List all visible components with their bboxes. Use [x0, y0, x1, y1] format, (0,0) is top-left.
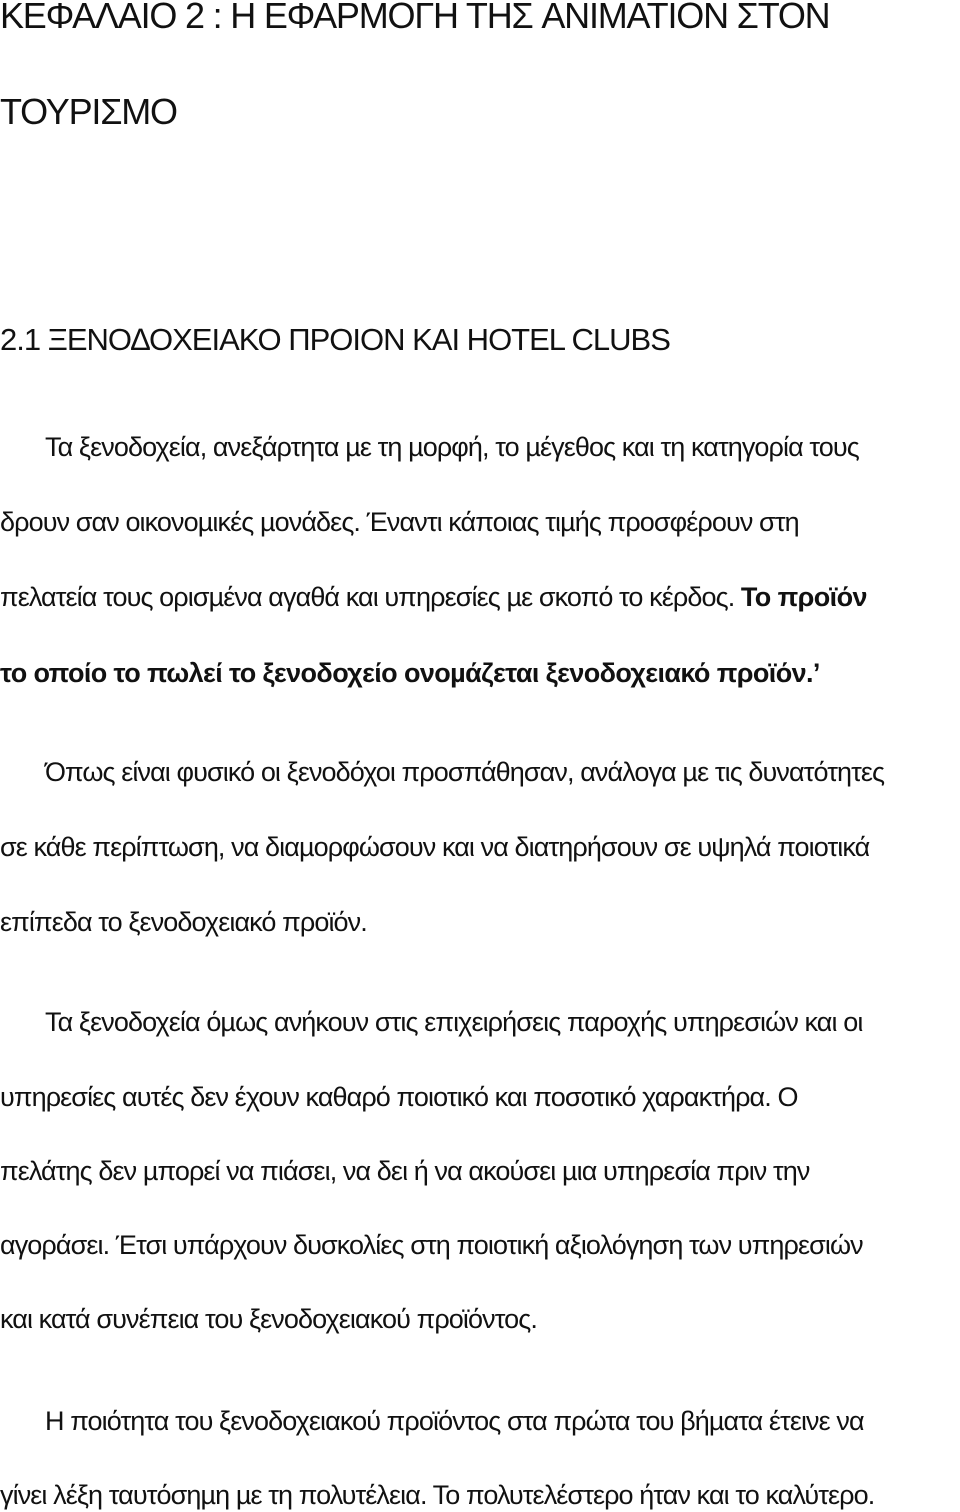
- paragraph-1-line-4: [0, 656, 820, 690]
- paragraph-1-line-3-text: πελατεία τους ορισµένα αγαθά και υπηρεσίες µε σκοπό το κέρδος.: [0, 582, 741, 612]
- paragraph-1-line-2: δρουν σαν οικονοµικές µονάδες. Έναντι κάποιας τιµής προσφέρουν στη: [0, 507, 799, 537]
- paragraph-3-line-3: πελάτης δεν µπορεί να πιάσει, να δει ή να ακούσει µια υπηρεσία πριν την: [0, 1156, 810, 1186]
- paragraph-3-line-1: Τα ξενοδοχεία όµως ανήκουν στις επιχειρήσεις παροχής υπηρεσιών και οι: [45, 1007, 863, 1037]
- paragraph-2-line-3: επίπεδα το ξενοδοχειακό προϊόν.: [0, 907, 367, 937]
- paragraph-3-line-2: υπηρεσίες αυτές δεν έχουν καθαρό ποιοτικό και ποσοτικό χαρακτήρα. Ο: [0, 1082, 798, 1112]
- paragraph-2-line-1: Όπως είναι φυσικό οι ξενοδόχοι προσπάθησαν, ανάλογα µε τις δυνατότητες: [45, 757, 885, 787]
- closing-quote-mark: ’: [812, 658, 820, 688]
- paragraph-3-line-4: αγοράσει. Έτσι υπάρχουν δυσκολίες στη ποιοτική αξιολόγηση των υπηρεσιών: [0, 1230, 863, 1260]
- bold-phrase-product: Το προϊόν: [740, 582, 867, 612]
- section-heading: 2.1 ΞΕΝΟ∆ΟΧΕΙΑΚΟ ΠΡΟΙΟΝ ΚΑΙ HOTEL CLUBS: [0, 322, 670, 357]
- paragraph-1-line-3: [0, 580, 867, 614]
- paragraph-1-line-1: Τα ξενοδοχεία, ανεξάρτητα µε τη µορφή, το µέγεθος και τη κατηγορία τους: [45, 432, 859, 462]
- paragraph-3-line-5: και κατά συνέπεια του ξενοδοχειακού προϊόντος.: [0, 1304, 537, 1334]
- paragraph-1-line-4-text: το οποίο το πωλεί το ξενοδοχείο ονοµάζεται ξενοδοχειακό προϊόν.: [0, 658, 813, 688]
- paragraph-4-line-2: γίνει λέξη ταυτόσηµη µε τη πολυτέλεια. Το πολυτελέστερο ήταν και το καλύτερο.: [0, 1480, 875, 1510]
- paragraph-4-line-1: Η ποιότητα του ξενοδοχειακού προϊόντος στα πρώτα του βήµατα έτεινε να: [45, 1406, 864, 1436]
- chapter-title-line-1: ΚΕΦΑΛΑΙΟ 2 : Η ΕΦΑΡΜΟΓΗ ΤΗΣ ANIMATION ΣΤΟΝ: [0, 0, 830, 36]
- paragraph-2-line-2: σε κάθε περίπτωση, να διαµορφώσουν και να διατηρήσουν σε υψηλά ποιοτικά: [0, 832, 870, 862]
- chapter-title-line-2: ΤΟΥΡΙΣΜΟ: [0, 91, 177, 132]
